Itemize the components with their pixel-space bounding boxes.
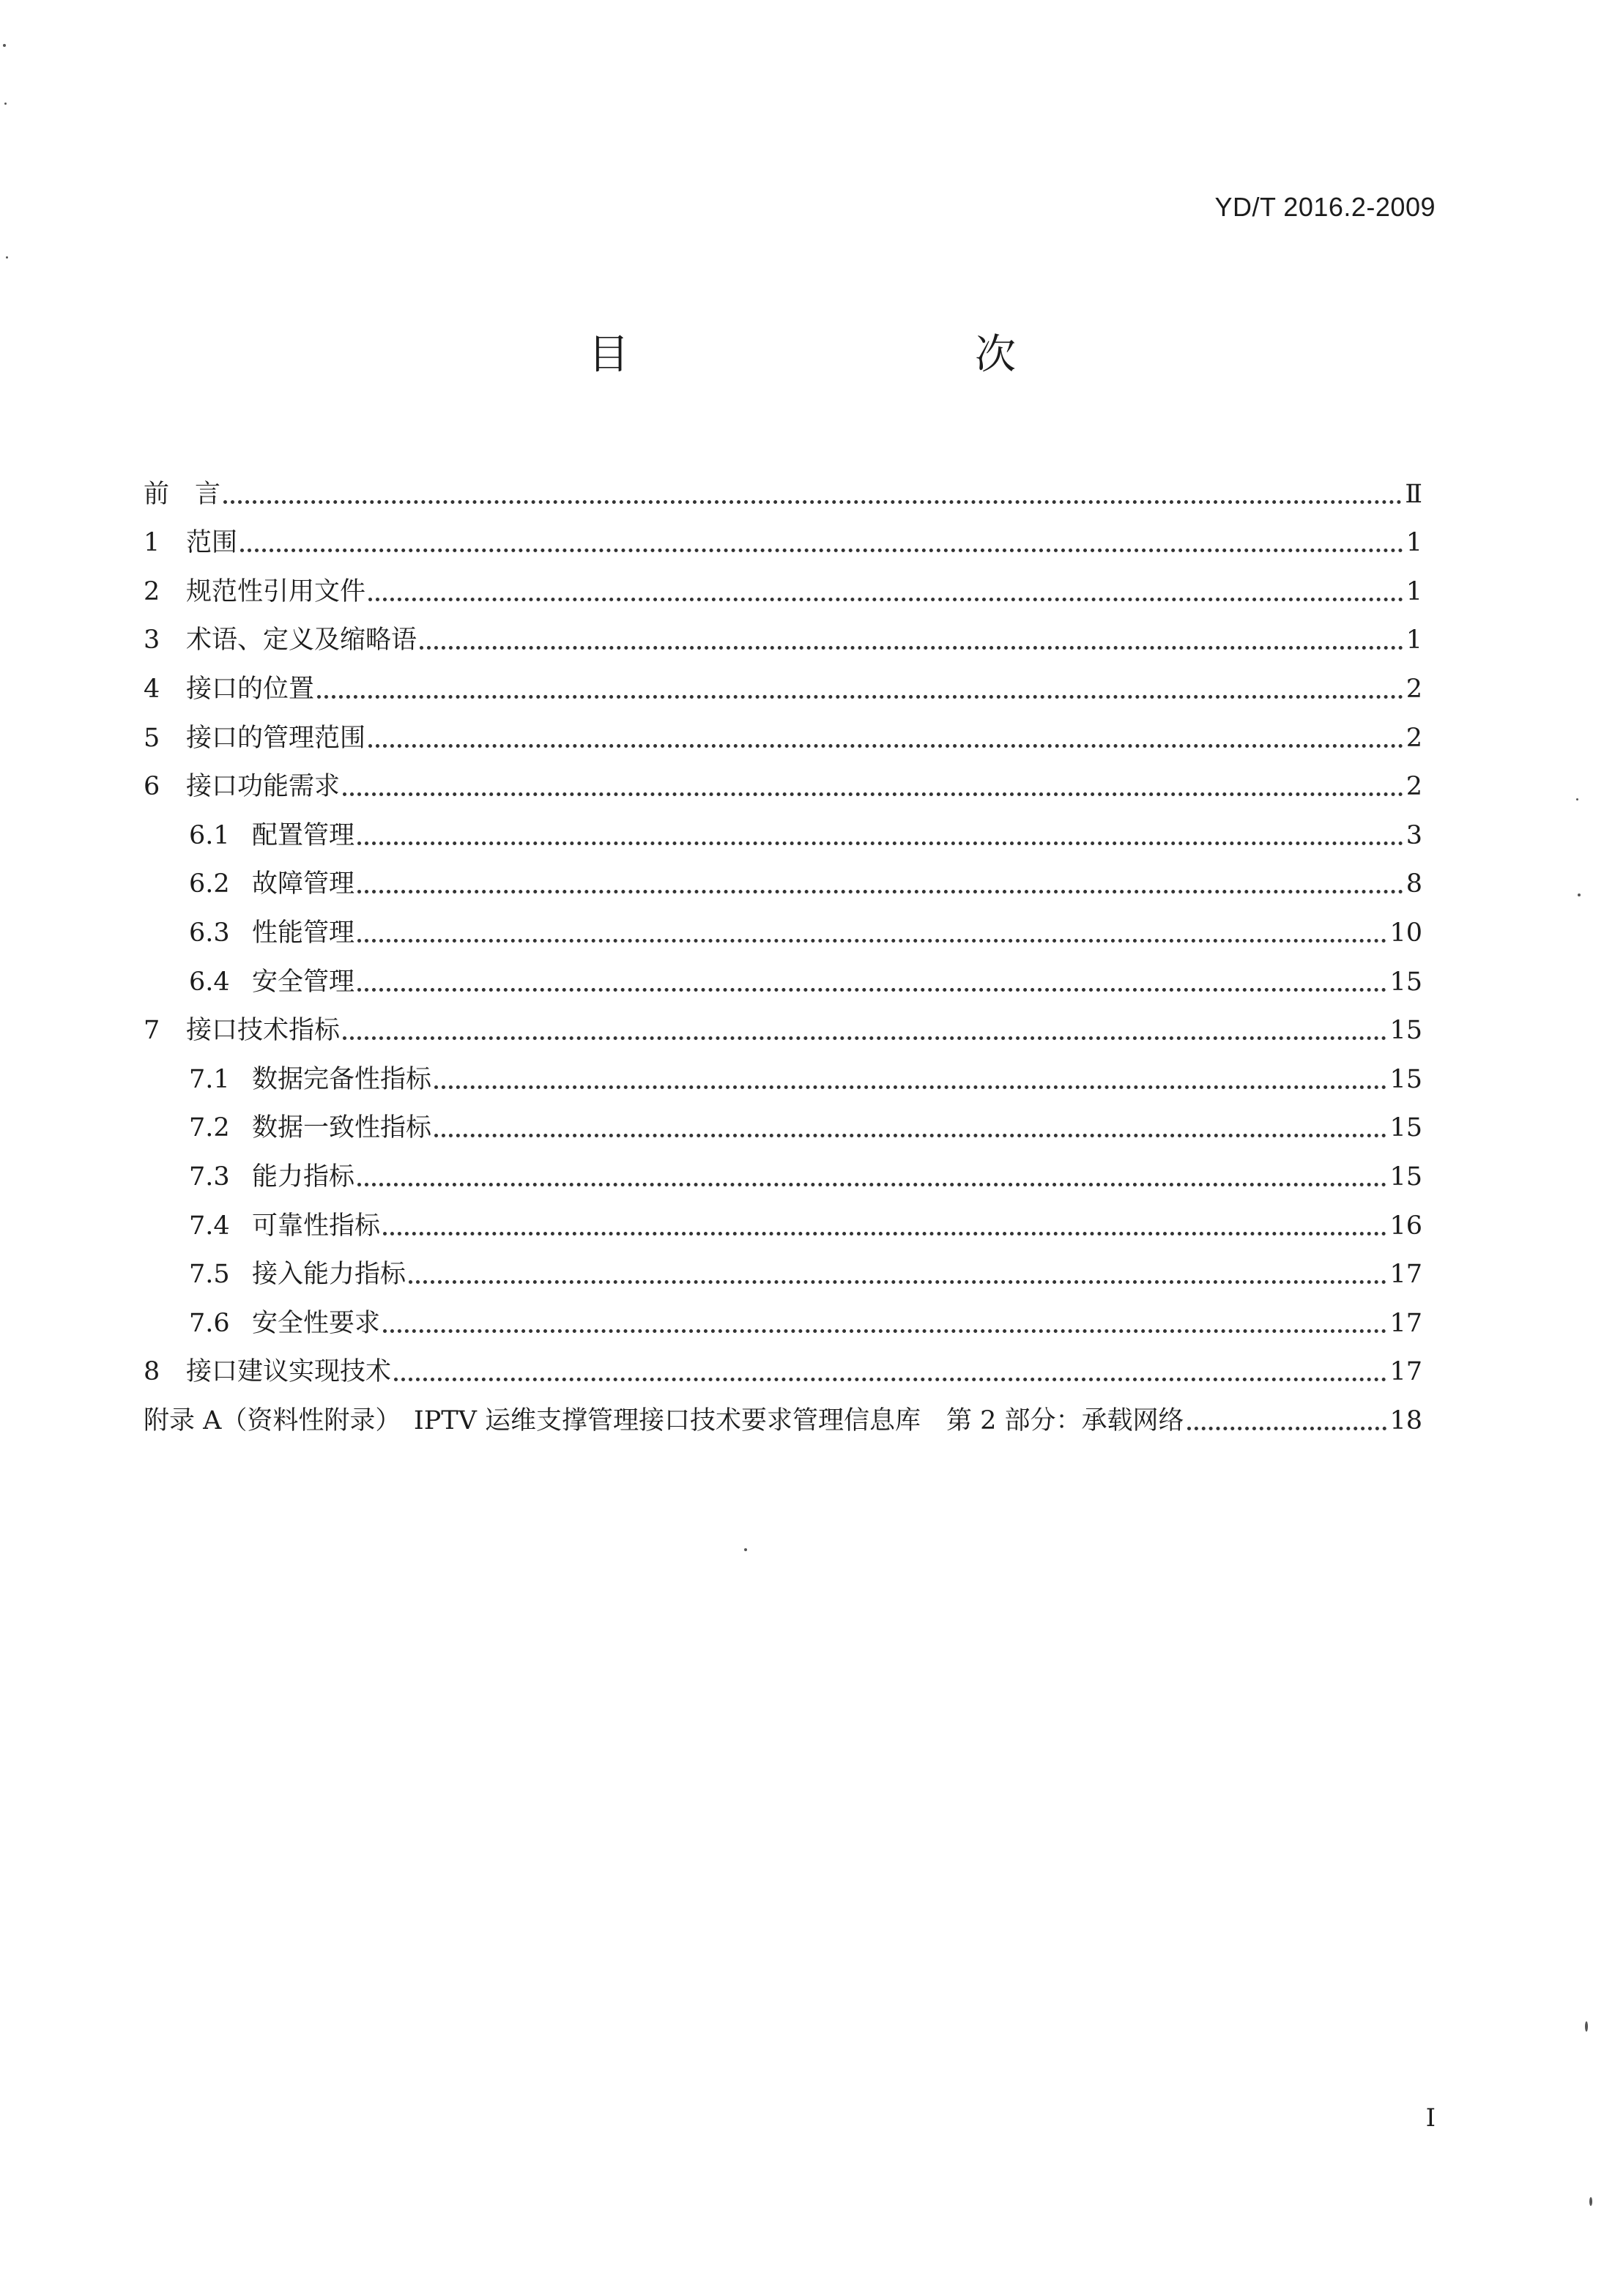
toc-entry-title: 接口功能需求 [186, 772, 341, 802]
toc-entry-number: 6.1 [189, 820, 230, 850]
toc-entry-data-consistency[interactable] [144, 1096, 1422, 1145]
toc-entry-management-scope[interactable] [144, 705, 1422, 754]
toc-entry-number: 5 [144, 723, 160, 753]
dot-leader [434, 1134, 1386, 1137]
toc-entry-title: 故障管理 [252, 869, 355, 899]
toc-entry-page: 1 [1406, 576, 1422, 606]
toc-entry-data-completeness[interactable] [144, 1047, 1422, 1096]
toc-entry-page: 15 [1389, 1162, 1422, 1192]
toc-entry-page: 15 [1389, 1016, 1422, 1046]
toc-entry-page: 15 [1389, 1064, 1422, 1094]
toc-entry-interface-location[interactable] [144, 656, 1422, 705]
dot-leader [383, 1329, 1386, 1333]
toc-entry-number: 7.4 [189, 1211, 230, 1241]
toc-entry-page: 18 [1389, 1405, 1422, 1435]
dot-leader [357, 939, 1386, 943]
toc-entry-number: 7.2 [189, 1113, 230, 1143]
toc-entry-title: 前 言 [144, 479, 221, 509]
toc-entry-number: 6.2 [189, 869, 230, 899]
dot-leader [409, 1280, 1386, 1284]
toc-entry-page: 8 [1406, 869, 1422, 899]
toc-entry-performance-management[interactable] [144, 900, 1422, 949]
dot-leader [343, 1036, 1386, 1040]
toc-entry-number: 2 [144, 576, 160, 606]
dot-leader [420, 646, 1403, 650]
dot-leader [223, 500, 1402, 504]
dot-leader [240, 549, 1403, 552]
toc-entry-page: 1 [1406, 528, 1422, 558]
toc-entry-number: 6.3 [189, 918, 230, 948]
toc-entry-page: 17 [1389, 1260, 1422, 1290]
toc-entry-fault-management[interactable] [144, 852, 1422, 901]
toc-entry-page: 17 [1389, 1357, 1422, 1387]
toc-entry-preface[interactable] [144, 461, 1422, 510]
toc-entry-title: 接口建议实现技术 [186, 1357, 392, 1387]
toc-entry-implementation[interactable] [144, 1340, 1422, 1389]
dot-leader [357, 842, 1403, 845]
toc-entry-title: 接口技术指标 [186, 1016, 341, 1046]
table-of-contents [144, 461, 1422, 1437]
toc-entry-number: 8 [144, 1357, 160, 1387]
dot-leader [343, 792, 1403, 796]
toc-entry-title: 接口的位置 [186, 674, 315, 704]
toc-entry-terms[interactable] [144, 608, 1422, 657]
dot-leader [357, 890, 1403, 893]
scan-speck [3, 44, 6, 47]
dot-leader [368, 598, 1403, 601]
scan-speck [1589, 2197, 1592, 2206]
scan-speck [1576, 798, 1578, 800]
toc-entry-page: 15 [1389, 967, 1422, 997]
document-id: YD/T 2016.2-2009 [1214, 192, 1436, 222]
toc-entry-page: 2 [1406, 674, 1422, 704]
toc-entry-title: 接入能力指标 [252, 1260, 406, 1290]
toc-entry-functional-requirements[interactable] [144, 754, 1422, 803]
toc-entry-title: 配置管理 [252, 820, 355, 850]
toc-entry-title: 附录 A（资料性附录） IPTV 运维支撑管理接口技术要求管理信息库 第 2 部分：承载网络 [144, 1405, 1184, 1435]
scan-speck [4, 103, 7, 105]
toc-entry-scope[interactable] [144, 510, 1422, 560]
scan-speck [1585, 2021, 1588, 2032]
toc-entry-page: 2 [1406, 723, 1422, 753]
page-number: I [1425, 2103, 1436, 2133]
toc-entry-number: 1 [144, 528, 160, 558]
toc-entry-reliability[interactable] [144, 1193, 1422, 1242]
toc-entry-page: 2 [1406, 772, 1422, 802]
dot-leader [394, 1378, 1386, 1381]
toc-entry-title: 数据完备性指标 [252, 1064, 432, 1094]
toc-entry-number: 7.6 [189, 1308, 230, 1338]
toc-entry-title: 数据一致性指标 [252, 1113, 432, 1143]
toc-entry-title: 性能管理 [252, 918, 355, 948]
toc-entry-number: 7.5 [189, 1260, 230, 1290]
toc-entry-page: 17 [1389, 1308, 1422, 1338]
toc-entry-access-capability[interactable] [144, 1242, 1422, 1291]
toc-entry-number: 7.1 [189, 1064, 230, 1094]
toc-entry-number: 6 [144, 772, 160, 802]
dot-leader [357, 988, 1386, 992]
toc-entry-number: 6.4 [189, 967, 230, 997]
toc-entry-title: 接口的管理范围 [186, 723, 366, 753]
toc-entry-technical-indicators[interactable] [144, 998, 1422, 1047]
toc-entry-page: 3 [1406, 820, 1422, 850]
dot-leader [317, 695, 1403, 699]
toc-entry-title: 术语、定义及缩略语 [186, 625, 417, 655]
toc-entry-number: 4 [144, 674, 160, 704]
toc-entry-title: 范围 [186, 528, 238, 558]
toc-entry-number: 7 [144, 1016, 160, 1046]
toc-entry-security-management[interactable] [144, 949, 1422, 998]
toc-title: 目 次 [588, 331, 1104, 379]
scan-speck [744, 1548, 747, 1551]
toc-entry-number: 3 [144, 625, 160, 655]
toc-entry-title: 安全管理 [252, 967, 355, 997]
dot-leader [368, 744, 1403, 748]
toc-entry-title: 可靠性指标 [252, 1211, 381, 1241]
dot-leader [357, 1183, 1386, 1186]
toc-entry-page: 1 [1406, 625, 1422, 655]
toc-entry-number: 7.3 [189, 1162, 230, 1192]
toc-entry-title: 能力指标 [252, 1162, 355, 1192]
toc-entry-capability[interactable] [144, 1144, 1422, 1193]
toc-entry-appendix-a[interactable] [144, 1388, 1422, 1437]
scan-speck [6, 256, 8, 259]
toc-entry-title: 安全性要求 [252, 1308, 381, 1338]
toc-entry-security-requirements[interactable] [144, 1290, 1422, 1340]
toc-entry-page: Ⅱ [1405, 479, 1422, 509]
toc-entry-page: 15 [1389, 1113, 1422, 1143]
dot-leader [434, 1085, 1386, 1089]
dot-leader [383, 1232, 1386, 1236]
toc-entry-page: 10 [1389, 918, 1422, 948]
scan-speck [1578, 893, 1581, 896]
toc-entry-configuration-management[interactable] [144, 803, 1422, 852]
toc-entry-normative-references[interactable] [144, 559, 1422, 608]
toc-entry-page: 16 [1389, 1211, 1422, 1241]
toc-entry-title: 规范性引用文件 [186, 576, 366, 606]
dot-leader [1187, 1427, 1387, 1430]
